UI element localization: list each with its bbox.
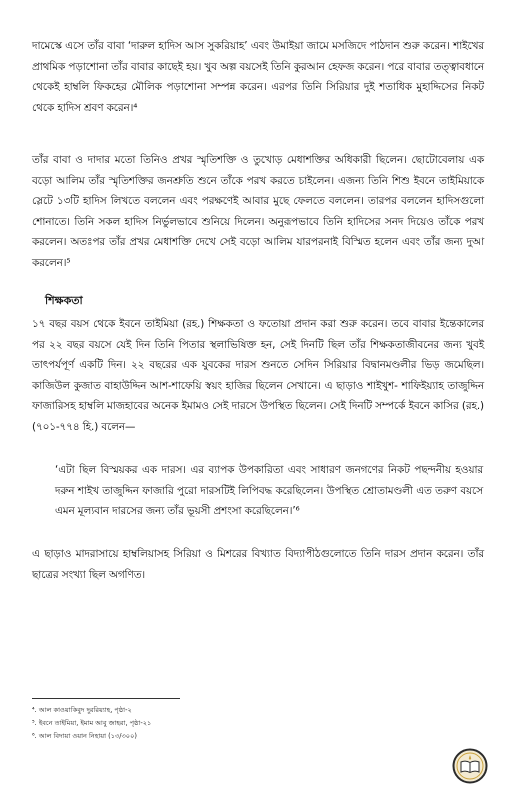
paragraph-early-education: দামেস্কে এসে তাঁর বাবা ‘দারুল হাদিস আস সুকরিয়াহ’ এবং উমাইয়া জামে মসজিদে পাঠদান শুরু করেন। শাইখের প্রাথমিক পড়াশোনা তাঁর বাবার কাছেই হয়। খুব অল্প বয়সেই তিনি কুরআন হেফজ করেন। পরে বাবার তত্ত্বাবধানে থেকেই হাম্বলি ফিকহের মৌলিক পড়াশোনা সম্পন্ন করেন। এরপর তিনি সিরিয়ার দুই শতাধিক মুহাদ্দিসের নিকট থেকে হাদিস শ্রবণ করেন।⁴ — [32, 40, 484, 114]
paragraph-teaching: ১৭ বছর বয়স থেকে ইবনে তাইমিয়া (রহ.) শিক্ষকতা ও ফতোয়া প্রদান করা শুরু করেন। তবে বাবার ইন্তেকালের পর ২২ বছর বয়সে যেই দিন তিনি পিতার স্থলাভিষিক্ত হন, সেই দিনটি ছিল তাঁর শিক্ষকতাজীবনের জন্য খুবই তাৎপর্যপূর্ণ একটি দিন। ২২ বছরের এক যুবকের দারস শুনতে সেদিন সিরিয়ার বিদ্বানমণ্ডলীর ভিড় জমেছিল। কাজিউল কুজাত বাহাউদ্দিন আশ-শাফেয়ি স্বয়ং হাজির ছিলেন সেখানে। এ ছাড়াও শাইখুশ- শাফিইয়্যাহ তাজুদ্দিন ফাজারিসহ হাম্বলি মাজহাবের অনেক ইমামও সেই দারসে উপস্থিত ছিলেন। সেই দিনটি সম্পর্কে ইবনে কাসির (রহ.) (৭০১-৭৭৪ হি.) বলেন— — [32, 318, 484, 433]
paragraph-students: এ ছাড়াও মাদরাসায়ে হাম্বলিয়াসহ সিরিয়া ও মিশরের বিখ্যাত বিদ্যাপীঠগুলোতে তিনি দারস প্রদান করেন। তাঁর ছাত্রের সংখ্যা ছিল অগণিত। — [32, 548, 484, 581]
footnote-6: ⁶. আল বিদায়া ওয়ান নিহায়া (১৩/৩০০) — [32, 732, 137, 740]
paragraph-memory: তাঁর বাবা ও দাদার মতো তিনিও প্রখর স্মৃতিশক্তি ও তুখোড় মেধাশক্তির অধিকারী ছিলেন। ছোটোবেলায় এক বড়ো আলিম তাঁর স্মৃতিশক্তির জনশ্রুতি শুনে তাঁকে পরখ করতে চাইলেন। এজন্য তিনি শিশু ইবনে তাইমিয়াকে স্লেটে ১৩টি হাদিস লিখতে বললেন এবং পরক্ষণেই আবার মুছে ফেলতে বললেন। তারপর বললেন হাদিসগুলো শোনাতে। তিনি সকল হাদিস নির্ভুলভাবে শুনিয়ে দিলেন। অনুরূপভাবে তিনি হাদিসের সনদ দিয়েও তাঁকে পরখ করলেন। অতঃপর তাঁর প্রখর মেধাশক্তি দেখে সেই বড়ো আলিম যারপরনাই বিস্মিত হলেন এবং তাঁর জন্য দুআ করলেন।⁵ — [32, 154, 484, 269]
block-quote-ibn-kathir: ‘এটা ছিল বিস্ময়কর এক দারস। এর ব্যাপক উপকারিতা এবং সাধারণ জনগণের নিকট পছন্দনীয় হওয়ার দরুন শাইখ তাজুদ্দিন ফাজারি পুরো দারসটিই লিপিবদ্ধ করেছিলেন। উপস্থিত শ্রোতামণ্ডলী এত তরুণ বয়সে এমন মূল্যবান দারসের জন্য তাঁর ভূয়সী প্রশংসা করেছিলেন।’⁶ — [55, 464, 483, 518]
section-heading-teaching: শিক্ষকতা — [45, 294, 83, 307]
footnote-4: ⁴. আল কাওয়াকিবুদ দুররিয়্যাহ, পৃষ্ঠা-২ — [32, 706, 132, 714]
footnote-divider — [32, 698, 180, 699]
footnote-5: ⁵. ইবনে তাইমিয়া, ইমাম আবু জাহরা, পৃষ্ঠা-২১ — [32, 719, 152, 727]
book-emblem-icon — [452, 748, 488, 784]
